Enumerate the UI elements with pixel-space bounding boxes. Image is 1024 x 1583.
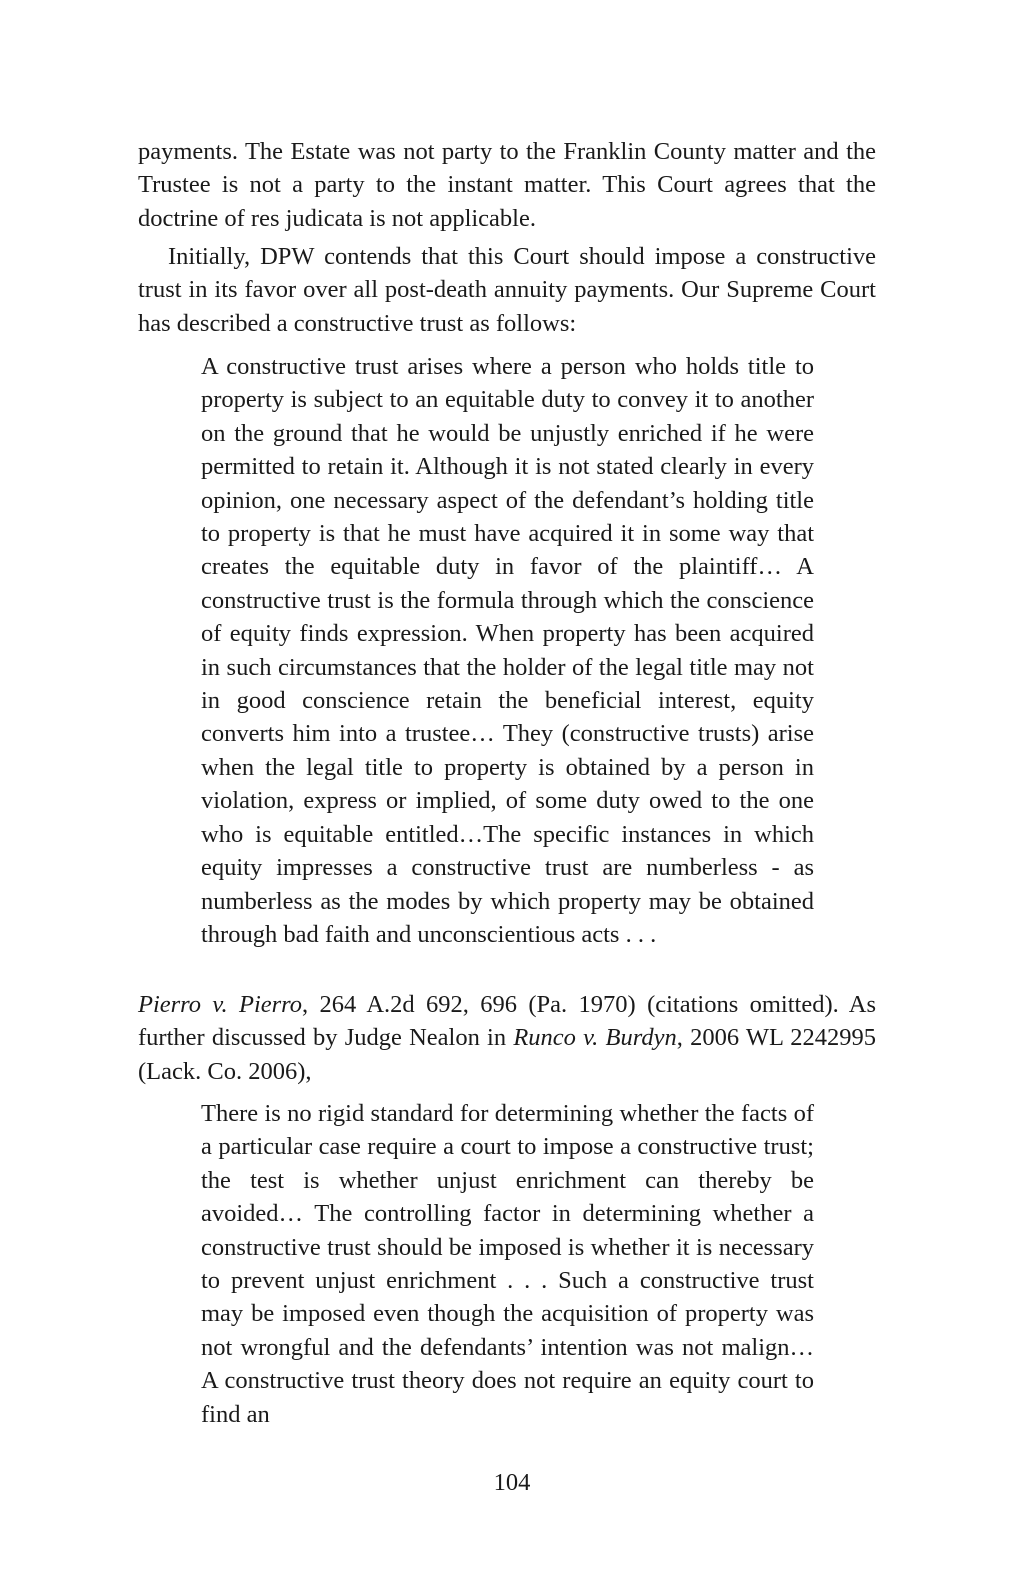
citation-paragraph bbox=[138, 988, 876, 1088]
block-quote-2 bbox=[201, 1097, 814, 1431]
case-name-runco: Runco v. Burdyn bbox=[513, 1024, 677, 1052]
paragraph-text: Initially, DPW contends that this Court should impose a constructive trust in its favor over all post-death annuity payments. Our Supreme Court has described a constructive trust as follows: bbox=[138, 243, 876, 337]
citation-detail-2: , 2006 WL 2242995 (Lack. Co. 2006), bbox=[138, 1024, 876, 1085]
citation-text bbox=[138, 988, 876, 1088]
body-paragraph-1 bbox=[138, 135, 876, 235]
case-name-pierro: Pierro v. Pierro bbox=[138, 991, 303, 1018]
quote-text: A constructive trust arises where a person who holds title to property is subject to an equitable duty to convey it to another on the ground that he would be unjustly enriched if he were permitted to retain it. Although it is not stated clearly in every opinion, one necessary aspect of the defendant’s holding title to property is that he must have acquired it in some way that creates the equitable duty in favor of the plaintiff… A constructive trust is the formula through which the conscience of equity finds expression. When property has been acquired in such circumstances that the holder of the legal title may not in good conscience retain the beneficial interest, equity converts him into a trustee… They (constructive trusts) arise when the legal title to property is obtained by a person in violation, express or implied, of some duty owed to the one who is equitable entitled…The specific instances in which equity impresses a constructive trust are numberless - as numberless as the modes by which property may be obtained through bad faith and unconscientious acts . . . bbox=[201, 353, 814, 948]
block-quote-1 bbox=[201, 350, 814, 951]
citation-detail-1: , 264 A.2d 692, 696 (Pa. 1970) (citations omitted). As further discussed by Judge Nealon in bbox=[138, 991, 876, 1052]
body-paragraph-2 bbox=[138, 240, 876, 340]
page-number: 104 bbox=[493, 1469, 531, 1496]
paragraph-text: payments. The Estate was not party to the Franklin County matter and the Trustee is not a party to the instant matter. This Court agrees that the doctrine of res judicata is not applicable. bbox=[138, 138, 876, 232]
quote-text: There is no rigid standard for determining whether the facts of a particular case require a court to impose a constructive trust; the test is whether unjust enrichment can thereby be avoided… The controlling factor in determining whether a constructive trust should be imposed is whether it is necessary to prevent unjust enrichment . . . Such a constructive trust may be imposed even though the acquisition of property was not wrongful and the defendants’ intention was not malign… A constructive trust theory does not require an equity court to find an bbox=[201, 1100, 814, 1428]
